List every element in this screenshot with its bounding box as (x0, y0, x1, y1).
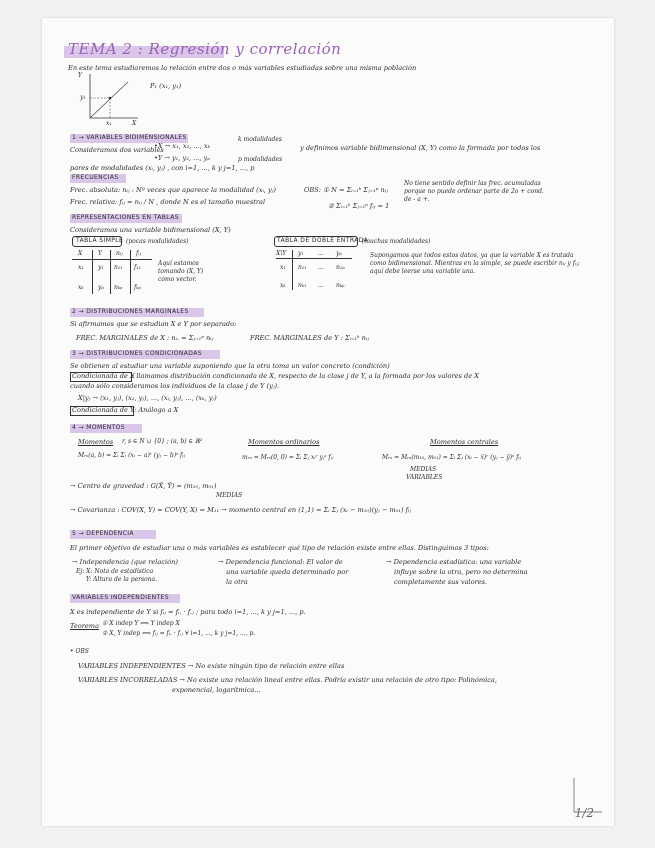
sec3-line4: X|yⱼ → (x₁, yⱼ), (x₂, yⱼ), ..., (xᵢ, yⱼ), ..., (xₖ, yⱼ) (78, 394, 217, 402)
sec1-line1a: Consideramos dos variables (70, 146, 164, 154)
simple-r2-n: nₖₚ (114, 284, 123, 291)
mom-label: Momentos (78, 438, 114, 446)
double-h0: X\Y (276, 250, 287, 257)
sec1-line3: pares de modalidades (xᵢ, yⱼ) , con i=1, ..., k y j=1, ..., p (70, 164, 255, 172)
double-r2-1: nₖ₁ (298, 282, 307, 289)
covariance-line: → Covarianza : COV(X, Y) = COV(Y, X) = M₁₁ → momento central en (1,1) = Σᵢ Σⱼ (xᵢ − m₁₀)(yⱼ − m₀₁) fᵢⱼ (70, 506, 412, 514)
sec2-intro: Si afirmamos que se estudian X e Y por separado: (70, 320, 237, 328)
graph-point: P₁ (x₁, y₁) (150, 82, 182, 90)
indep-th2: ② X, Y indep ⟺ fᵢⱼ = fᵢ. · f.ⱼ ∀ i=1, ..., k y j=1, ..., p. (102, 630, 256, 637)
freq-obs1: OBS: ① N = Σᵢ₌₁ᵏ Σⱼ₌₁ᵖ nᵢⱼ (304, 186, 388, 194)
indep-obs2: VARIABLES INCORRELADAS → No existe una relación lineal entre ellas. Podría existir una relación de otro tipo: Polinómica, (78, 676, 497, 684)
double-side3: aquí debe leerse una variable una. (370, 268, 476, 275)
double-table-rule (276, 258, 352, 259)
sec2-marg-y: FREC. MARGINALES de Y : Σᵢ₌₁ᵏ nᵢⱼ (250, 334, 369, 342)
indep-heading: VARIABLES INDEPENDIENTES (72, 594, 169, 601)
simple-r1-y: y₁ (98, 264, 104, 271)
double-r2-2: ... (318, 282, 324, 289)
freq-obs-note3: de - a +. (404, 196, 430, 203)
cen-note1: MEDIAS (410, 466, 437, 473)
sec3-heading: 3 → DISTRIBUCIONES CONDICIONADAS (72, 350, 202, 357)
sec1-line1b: •X → x₁, x₂, ..., xₖ (154, 142, 211, 150)
sec5-intro: El primer objetivo de estudiar una o más variables es establecer qué tipo de relación existe entre ellas. Distinguimos 3 tipos: (70, 544, 489, 552)
ord-label: Momentos ordinarios (248, 438, 320, 446)
indep-line1: X es independiente de Y si fᵢⱼ = fᵢ. · f.ⱼ ; para todo i=1, ..., k y j=1, ..., p. (70, 608, 306, 616)
sec3-line2: : llamamos distribución condicionada de X, respecto de la clase j de Y, a la formada por los valores de X (132, 372, 479, 380)
graph-x1: x₁ (106, 120, 112, 127)
sec1-line2a: •Y → y₁, y₂, ..., yₚ (154, 154, 210, 162)
sec1-line1d: y definimos variable bidimensional (X, Y) como la formada por todos los (300, 144, 541, 152)
est-3: completamente sus valores. (394, 578, 488, 586)
graph-y-axis: Y (78, 72, 82, 79)
func-3: la otra (226, 578, 248, 586)
cond-x-label: Condicionada de X (72, 372, 135, 380)
freq-heading: FRECUENCIAS (72, 174, 119, 181)
simple-r1-f: f₁₁ (134, 264, 142, 271)
double-r2-3: nₖₚ (336, 282, 345, 289)
simple-col-x: X (78, 250, 83, 257)
double-side1: Supongamos que todos estos datos, ya que la variable X es tratada (370, 252, 574, 259)
gravity-line: → Centro de gravedad : G(X̄, Ȳ) = (m₁₀, m₀₁) (70, 482, 217, 490)
sec2-heading: 2 → DISTRIBUCIONES MARGINALES (72, 308, 189, 315)
double-label: TABLA DE DOBLE ENTRADA (277, 237, 369, 244)
cen-note2: VARIABLES (406, 474, 443, 481)
page-number: 1/2 (574, 806, 594, 820)
simple-side1: Aquí estamos (158, 260, 199, 267)
est-2: influye sobre la otra, pero no determina (394, 568, 528, 576)
ind-label: → Independencia (que relación) (72, 558, 178, 566)
intro-text: En este tema estudiaremos la relación entre dos o más variables estudiadas sobre una misma población (68, 64, 417, 72)
simple-label: TABLA SIMPLE (76, 237, 124, 244)
cen-formula: Mᵣₛ = Mᵣₛ(m₁₀, m₀₁) = Σᵢ Σⱼ (xᵢ − x̄)ʳ (yⱼ − ȳ)ˢ fᵢⱼ (382, 454, 522, 461)
simple-side3: como vector. (158, 276, 197, 283)
simple-r1-n: n₁₁ (114, 264, 123, 271)
mom-cond: r, s ∈ N ∪ {0} ; (a, b) ∈ ℝ² (122, 438, 203, 445)
double-r1-1: n₁₁ (298, 264, 307, 271)
sec4-heading: 4 → MOMENTOS (72, 424, 126, 431)
sec5-heading: 5 → DEPENDENCIA (72, 530, 134, 537)
freq-rel: Frec. relativa: fᵢⱼ = nᵢⱼ / N , donde N es el tamaño muestral (70, 198, 266, 206)
double-r2-0: xₖ (280, 282, 286, 289)
tables-intro: Consideramos una variable bidimensional (X, Y) (70, 226, 231, 234)
double-h2: ... (318, 250, 324, 257)
simple-r2-x: xₖ (78, 284, 84, 291)
graph-y1: y₁ (80, 94, 86, 101)
double-table-vline (292, 250, 293, 290)
simple-note: (pocas modalidades) (126, 238, 189, 245)
ord-formula: mᵣₛ = Mᵣₛ(0, 0) = Σᵢ Σⱼ xᵢʳ yⱼˢ fᵢⱼ (242, 454, 334, 461)
double-h1: y₁ (298, 250, 304, 257)
simple-col-n: nᵢⱼ (116, 250, 123, 257)
sec3-line5: : Análogo a X (134, 406, 179, 414)
gravity-note: MEDIAS (216, 492, 243, 499)
func-label: → Dependencia funcional: El valor de (218, 558, 343, 566)
notes-page (42, 18, 614, 826)
simple-table-vline1 (92, 250, 93, 294)
ind-ex2: Y: Altura de la persona. (86, 576, 158, 583)
double-note: (muchas modalidades) (362, 238, 431, 245)
est-label: → Dependencia estadística: una variable (386, 558, 522, 566)
simple-table-rule (72, 259, 152, 260)
cond-y-label: Condicionada de Y (72, 406, 135, 414)
tables-heading: REPRESENTACIONES EN TABLAS (72, 214, 179, 221)
sec3-line1: Se obtienen al estudiar una variable suponiendo que la otra toma un valor concreto (condición) (70, 362, 390, 370)
simple-col-f: fᵢⱼ (136, 250, 142, 257)
simple-side2: tomando (X, Y) (158, 268, 204, 275)
sec1-heading: 1 → VARIABLES BIDIMENSIONALES (72, 134, 187, 141)
freq-abs: Frec. absoluta: nᵢⱼ : Nº veces que aparece la modalidad (xᵢ, yⱼ) (70, 186, 277, 194)
simple-r2-y: yₚ (98, 284, 104, 291)
double-side2: como bidimensional. Mientras en la simple, se puede escribir nᵢⱼ y fᵢⱼ; (370, 260, 580, 267)
indep-th1: ① X indep Y ⟺ Y indep X (102, 620, 180, 627)
sec3-line3: cuando sólo consideramos los individuos de la clase j de Y (yⱼ). (70, 382, 280, 390)
double-r1-0: x₁ (280, 264, 286, 271)
sec1-line1c: k modalidades (238, 136, 282, 143)
graph-x-axis: X (132, 120, 137, 127)
indep-obs1: VARIABLES INDEPENDIENTES → No existe ningún tipo de relación entre ellas (78, 662, 345, 670)
indep-obs3: exponencial, logarítmica... (172, 686, 261, 694)
ind-ex1: Ej: X: Nota de estadística (76, 568, 154, 575)
simple-r1-x: x₁ (78, 264, 84, 271)
indep-teorema: Teorema (70, 622, 99, 630)
double-r1-2: ... (318, 264, 324, 271)
simple-r2-f: fₖₚ (134, 284, 141, 291)
simple-table-vline2 (110, 250, 111, 294)
freq-obs-note2: porque no puede ordenar parte de 2o + cond. (404, 188, 544, 195)
func-2: una variable queda determinado por (226, 568, 349, 576)
page-title: TEMA 2 : Regresión y correlación (68, 40, 342, 58)
simple-table-vline3 (130, 250, 131, 294)
freq-obs2: ② Σᵢ₌₁ᵏ Σⱼ₌₁ᵖ fᵢⱼ = 1 (328, 202, 390, 210)
simple-col-y: Y (98, 250, 102, 257)
freq-obs-note1: No tiene sentido definir las frec. acumuladas (404, 180, 541, 187)
indep-obs: • OBS (70, 648, 89, 655)
sec2-marg-x: FREC. MARGINALES de X : nᵢ. = Σⱼ₌₁ᵖ nᵢⱼ (76, 334, 214, 342)
double-h3: yₚ (336, 250, 342, 257)
mom-formula: Mᵣₛ(a, b) = Σᵢ Σⱼ (xᵢ − a)ʳ (yⱼ − b)ˢ fᵢⱼ (78, 452, 186, 459)
double-r1-3: n₁ₚ (336, 264, 345, 271)
cen-label: Momentos centrales (430, 438, 499, 446)
sec1-line2b: p modalidades (238, 156, 283, 163)
